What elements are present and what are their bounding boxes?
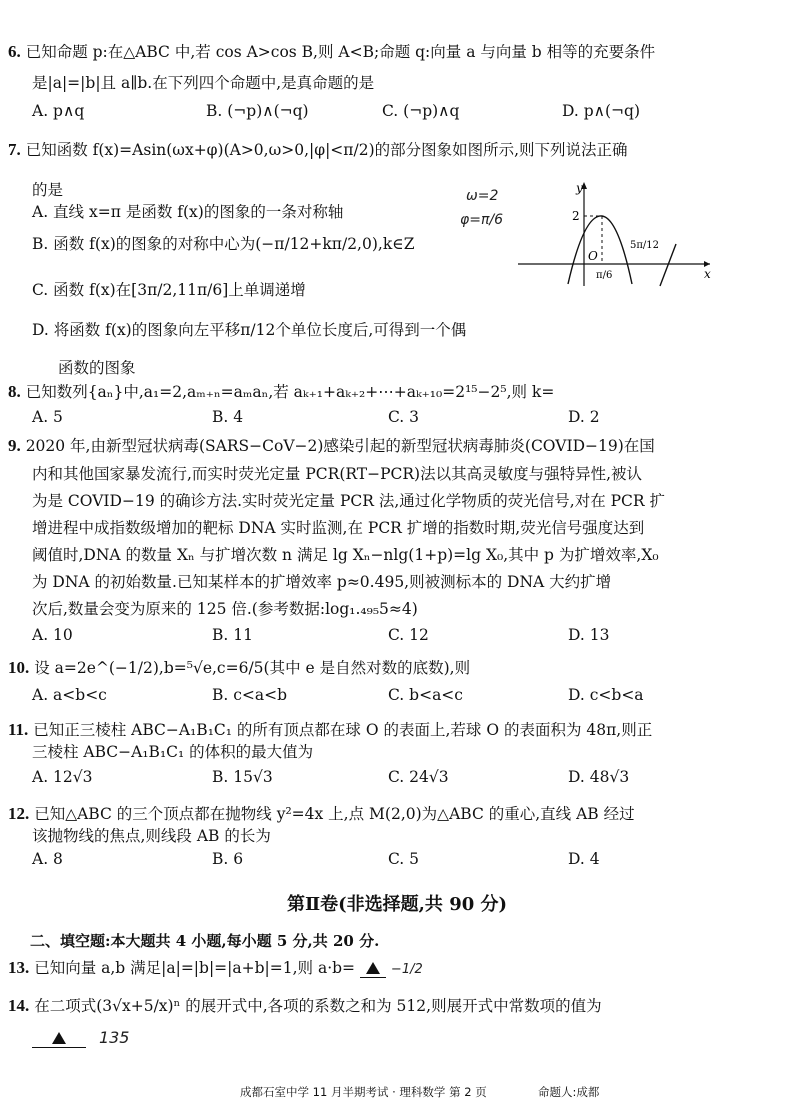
q12-line2: 该抛物线的焦点,则线段 AB 的长为 (32, 827, 271, 845)
q9-option-d: D. 13 (568, 626, 610, 644)
q6-option-a: A. p∧q (32, 102, 85, 120)
q10-text-1: 设 a=2e^(−1/2),b=⁵√e,c=6/5(其中 e 是自然对数的底数),则 (34, 659, 471, 677)
q6-number: 6. (8, 42, 21, 61)
q13-text-1: 已知向量 a,b 满足|a|=|b|=|a+b|=1,则 a·b= (34, 959, 356, 977)
q7-handnote-omega: ω=2 (466, 188, 499, 204)
q8-option-d: D. 2 (568, 408, 600, 426)
q6-option-d: D. p∧(¬q) (562, 102, 640, 120)
q12-option-b: B. 6 (212, 850, 244, 868)
q11-line2: 三棱柱 ABC−A₁B₁C₁ 的体积的最大值为 (32, 743, 314, 761)
q11-line1 (8, 718, 652, 740)
q12-text-1: 已知△ABC 的三个顶点都在抛物线 y²=4x 上,点 M(2,0)为△ABC 的重心,直线 AB 经过 (34, 805, 635, 823)
graph-x-label: x (704, 267, 711, 281)
triangle-icon (52, 1032, 66, 1044)
q7-handnote-phi: φ=π/6 (460, 212, 504, 228)
q7-number: 7. (8, 140, 21, 159)
q14-line1 (8, 994, 602, 1016)
q7-option-d-line1: D. 将函数 f(x)的图象向左平移π/12个单位长度后,可得到一个偶 (32, 321, 467, 339)
q10-line1 (8, 656, 470, 678)
q10-option-c: C. b<a<c (388, 686, 463, 704)
q9-text-1: 2020 年,由新型冠状病毒(SARS−CoV−2)感染引起的新型冠状病毒肺炎(COVID−19)在国 (25, 437, 655, 455)
q9-line2: 内和其他国家暴发流行,而实时荧光定量 PCR(RT−PCR)法以其高灵敏度与强特异性,被认 (32, 465, 643, 483)
q12-option-d: D. 4 (568, 850, 600, 868)
q12-line1 (8, 802, 635, 824)
footer-author: 命题人:成都 (538, 1085, 600, 1099)
q8-option-c: C. 3 (388, 408, 420, 426)
q8-text-1: 已知数列{aₙ}中,a₁=2,aₘ₊ₙ=aₘaₙ,若 aₖ₊₁+aₖ₊₂+⋯+aₖ₊₁₀=2¹⁵−2⁵,则 k= (25, 383, 555, 401)
q7-function-graph (510, 178, 720, 290)
graph-y-label: y (576, 181, 583, 195)
q9-option-c: C. 12 (388, 626, 429, 644)
q9-option-a: A. 10 (32, 626, 73, 644)
graph-peak-label: 2 (572, 209, 580, 223)
q6-option-b: B. (¬p)∧(¬q) (206, 102, 309, 120)
q7-option-b: B. 函数 f(x)的图象的对称中心为(−π/12+kπ/2,0),k∈Z (32, 235, 415, 253)
q7-option-d-line2: 函数的图象 (58, 359, 136, 377)
q11-option-b: B. 15√3 (212, 768, 273, 786)
q7-option-c: C. 函数 f(x)在[3π/2,11π/6]上单调递增 (32, 281, 306, 299)
section-2-title: 第Ⅱ卷(非选择题,共 90 分) (286, 894, 508, 915)
triangle-icon (366, 962, 380, 974)
q10-option-d: D. c<b<a (568, 686, 644, 704)
q7-text-1: 已知函数 f(x)=Asin(ωx+φ)(A>0,ω>0,|φ|<π/2)的部分图象如图所示,则下列说法正确 (25, 141, 628, 159)
q13-handwritten-answer: −1/2 (390, 962, 423, 977)
q9-line3: 为是 COVID−19 的确诊方法.实时荧光定量 PCR 法,通过化学物质的荧光信号,对在 PCR 扩 (32, 492, 666, 510)
q7-line1 (8, 138, 628, 160)
q6-text-1: 已知命题 p:在△ABC 中,若 cos A>cos B,则 A<B;命题 q:向量 a 与向量 b 相等的充要条件 (25, 43, 656, 61)
graph-origin-label: O (588, 249, 598, 263)
q9-line7: 次后,数量会变为原来的 125 倍.(参考数据:log₁.₄₉₅5≈4) (32, 600, 418, 618)
q11-option-d: D. 48√3 (568, 768, 630, 786)
q14-number: 14. (8, 996, 30, 1015)
q9-line6: 为 DNA 的初始数量.已知某样本的扩增效率 p≈0.495,则被测标本的 DNA 大约扩增 (32, 573, 612, 591)
q7-line2: 的是 (32, 181, 64, 199)
q9-number: 9. (8, 436, 21, 455)
q8-option-b: B. 4 (212, 408, 244, 426)
q7-option-a: A. 直线 x=π 是函数 f(x)的图象的一条对称轴 (32, 203, 344, 221)
q13-answer-blank (360, 959, 386, 978)
q12-number: 12. (8, 804, 30, 823)
q10-option-a: A. a<b<c (32, 686, 107, 704)
q12-option-c: C. 5 (388, 850, 420, 868)
fill-in-heading: 二、填空题:本大题共 4 小题,每小题 5 分,共 20 分. (30, 932, 380, 950)
q11-option-c: C. 24√3 (388, 768, 449, 786)
q10-number: 10. (8, 658, 30, 677)
q13-number: 13. (8, 958, 30, 977)
q11-text-1: 已知正三棱柱 ABC−A₁B₁C₁ 的所有顶点都在球 O 的表面上,若球 O 的表面积为 48π,则正 (33, 721, 653, 739)
q10-option-b: B. c<a<b (212, 686, 288, 704)
graph-tick-pi-6: π/6 (596, 270, 613, 281)
graph-tick-5pi-12: 5π/12 (630, 240, 660, 251)
q13-line1 (8, 956, 423, 978)
sine-curve-right (660, 244, 676, 286)
q14-answer-blank (32, 1029, 86, 1048)
q12-option-a: A. 8 (32, 850, 63, 868)
q8-line1 (8, 380, 554, 402)
q6-line1 (8, 40, 655, 62)
q9-line5: 阈值时,DNA 的数量 Xₙ 与扩增次数 n 满足 lg Xₙ−nlg(1+p)=lg X₀,其中 p 为扩增效率,X₀ (32, 546, 659, 564)
q8-option-a: A. 5 (32, 408, 63, 426)
q14-handwritten-answer: 135 (98, 1028, 130, 1047)
q14-answer-line (32, 1028, 129, 1048)
q9-option-b: B. 11 (212, 626, 253, 644)
q11-number: 11. (8, 720, 29, 739)
q9-line1 (8, 434, 655, 456)
q6-line2: 是|a|=|b|且 a∥b.在下列四个命题中,是真命题的是 (32, 74, 375, 92)
q11-option-a: A. 12√3 (32, 768, 93, 786)
q14-text-1: 在二项式(3√x+5/x)ⁿ 的展开式中,各项的系数之和为 512,则展开式中常数项的值为 (34, 997, 602, 1015)
q9-line4: 增进程中成指数级增加的靶标 DNA 实时监测,在 PCR 扩增的指数时期,荧光信号强度达到 (32, 519, 645, 537)
q6-option-c: C. (¬p)∧q (382, 102, 460, 120)
q8-number: 8. (8, 382, 21, 401)
footer-page-info: 成都石室中学 11 月半期考试 · 理科数学 第 2 页 (240, 1085, 487, 1099)
